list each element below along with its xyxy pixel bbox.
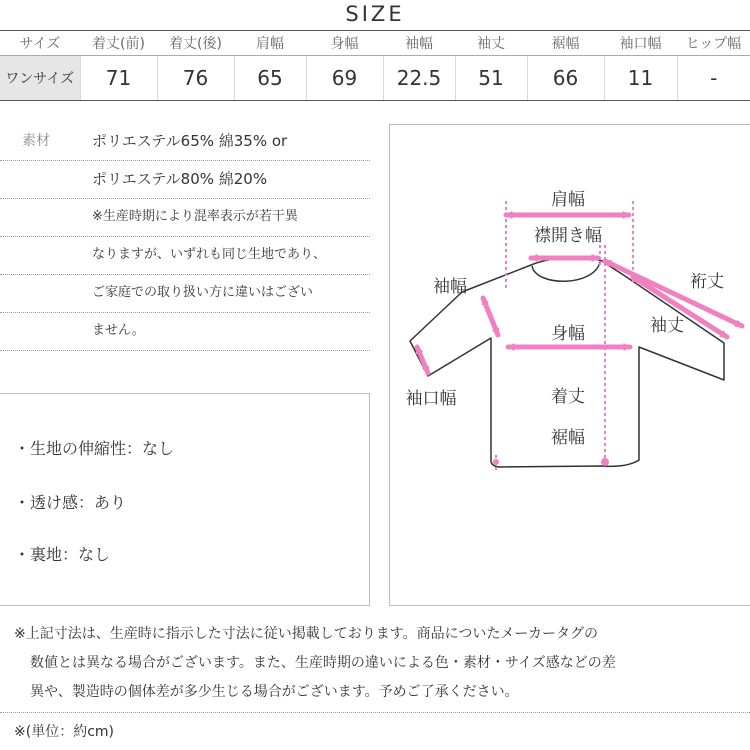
header-cuff-width: 袖口幅 xyxy=(604,31,677,56)
material-row xyxy=(0,312,370,351)
material-line: ポリエステル80% 綿20% xyxy=(92,170,268,188)
material-row xyxy=(0,198,370,237)
material-row xyxy=(0,236,370,275)
page-title: SIZE xyxy=(345,2,405,26)
label-length: 着丈 xyxy=(551,387,585,407)
material-label: 素材 xyxy=(22,133,50,149)
value-cuff-width: 11 xyxy=(604,56,677,101)
size-table-header-row xyxy=(0,31,750,56)
material-note-line: なりますが、いずれも同じ生地であり、 xyxy=(92,247,327,262)
value-length-front: 71 xyxy=(80,56,157,101)
header-shoulder: 肩幅 xyxy=(234,31,306,56)
size-table xyxy=(0,30,750,101)
fabric-properties-box xyxy=(0,393,370,606)
material-line: ポリエステル65% 綿35% or xyxy=(92,132,288,150)
property-stretch: ・生地の伸縮性：なし xyxy=(14,439,175,458)
divider xyxy=(0,712,750,713)
table-row xyxy=(0,56,750,101)
hem-endpoint xyxy=(493,459,499,465)
header-body-width: 身幅 xyxy=(306,31,383,56)
material-row xyxy=(0,122,370,161)
property-lining: ・裏地：なし xyxy=(14,545,111,564)
garment-diagram xyxy=(389,124,750,606)
label-shoulder: 肩幅 xyxy=(551,190,585,210)
header-length-front: 着丈(前) xyxy=(80,31,157,56)
value-sleeve-length: 51 xyxy=(455,56,527,101)
value-length-back: 76 xyxy=(157,56,234,101)
label-sleeve-length: 袖丈 xyxy=(650,316,684,336)
note-line: ※上記寸法は、生産時に指示した寸法に従い掲載しております。商品についたメーカータグの xyxy=(14,626,599,642)
size-label: ワンサイズ xyxy=(0,56,80,101)
label-body-width: 身幅 xyxy=(551,324,585,344)
label-cuff: 袖口幅 xyxy=(405,389,457,409)
unit-note: ※(単位：約cm) xyxy=(14,724,114,740)
material-row xyxy=(0,274,370,313)
length-endpoint xyxy=(601,458,609,466)
header-hem-width: 裾幅 xyxy=(527,31,604,56)
sleeve-width-arrow xyxy=(483,298,498,335)
label-sleeve-width: 袖幅 xyxy=(433,277,467,297)
material-note-line: ご家庭での取り扱い方に違いはござい xyxy=(92,285,314,300)
note-line: 数値とは異なる場合がございます。また、生産時期の違いによる色・素材・サイズ感などの差 xyxy=(30,655,616,671)
value-sleeve-width: 22.5 xyxy=(383,56,455,101)
label-neck: 襟開き幅 xyxy=(534,226,602,246)
label-yuki: 裄丈 xyxy=(690,272,724,292)
property-sheerness: ・透け感：あり xyxy=(14,493,127,512)
label-hem: 裾幅 xyxy=(551,428,585,448)
material-row xyxy=(0,160,370,199)
disclaimer-note xyxy=(14,620,744,707)
header-sleeve-length: 袖丈 xyxy=(455,31,527,56)
header-sleeve-width: 袖幅 xyxy=(383,31,455,56)
material-note-line: ません。 xyxy=(92,323,145,338)
header-length-back: 着丈(後) xyxy=(157,31,234,56)
value-hem-width: 66 xyxy=(527,56,604,101)
value-hip-width: - xyxy=(677,56,750,101)
material-note-line: ※生産時期により混率表示が若干異 xyxy=(92,209,298,224)
value-shoulder: 65 xyxy=(234,56,306,101)
garment-diagram-svg xyxy=(390,125,750,605)
value-body-width: 69 xyxy=(306,56,383,101)
cuff-arrow xyxy=(417,347,428,373)
note-line: 異や、製造時の個体差が多少生じる場合がございます。予めご了承ください。 xyxy=(30,684,519,700)
header-hip-width: ヒップ幅 xyxy=(677,31,750,56)
header-size: サイズ xyxy=(0,31,80,56)
